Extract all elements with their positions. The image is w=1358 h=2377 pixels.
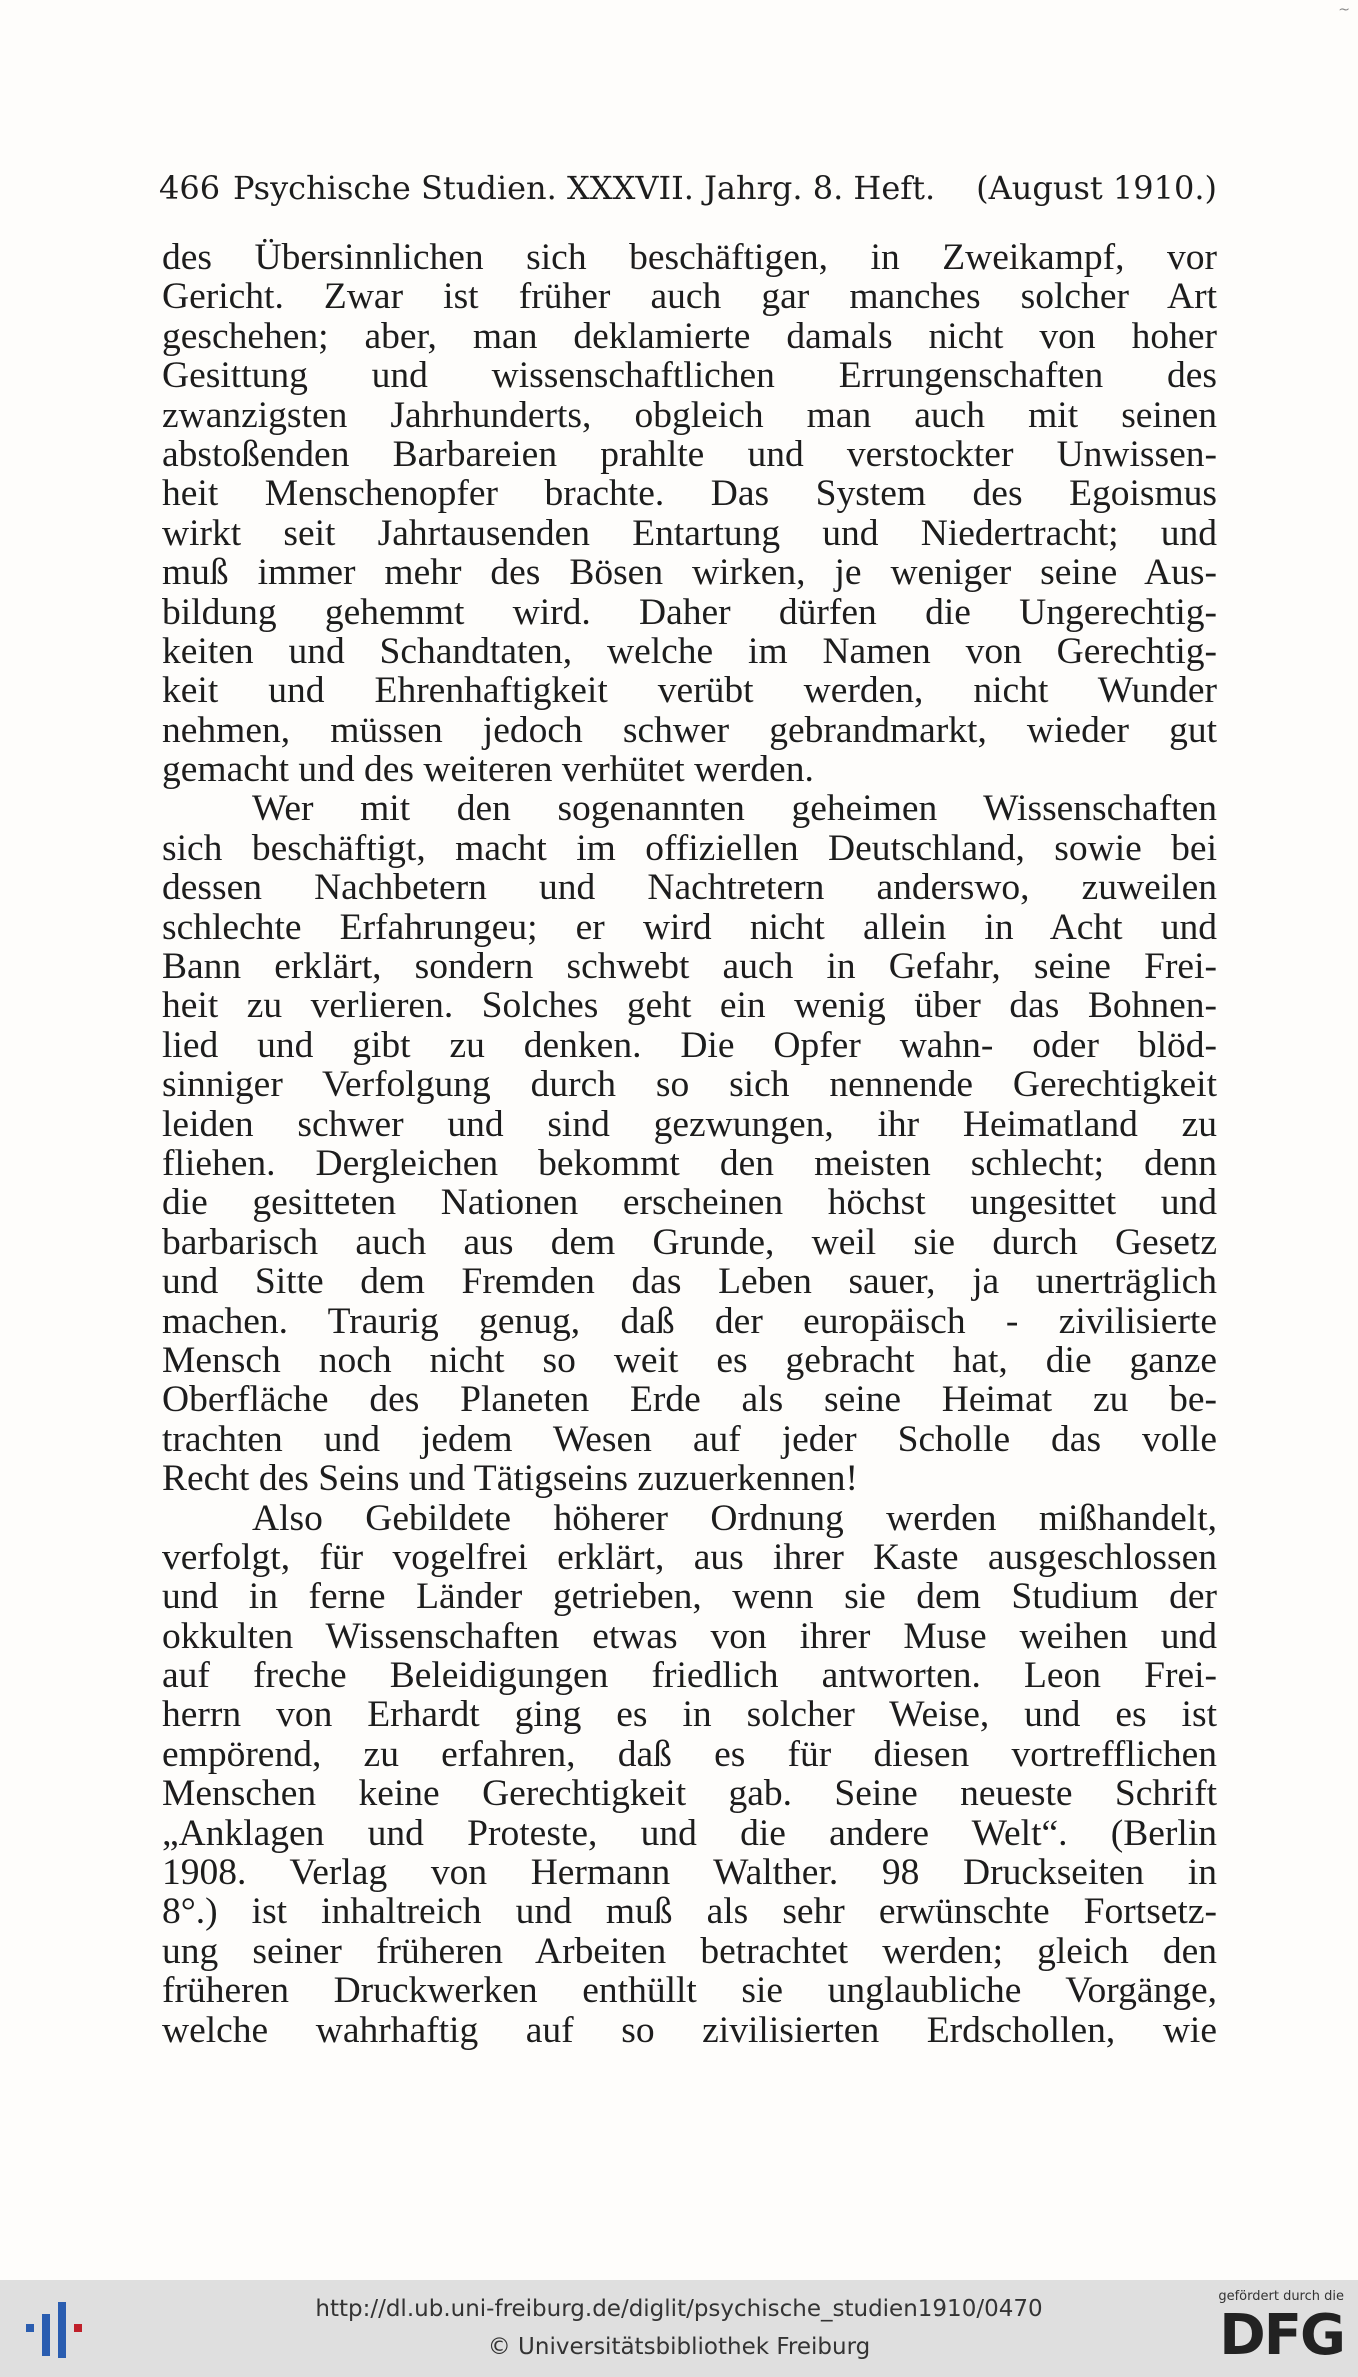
text-line: die gesitteten Nationen erscheinen höchst ungesittet und [162, 1183, 1217, 1223]
text-line: Also Gebildete höherer Ordnung werden mißhandelt, [252, 1498, 1217, 1538]
page-number: 466 [159, 169, 221, 207]
text-line: wirkt seit Jahrtausenden Entartung und Niedertracht; und [162, 513, 1217, 554]
document-url[interactable]: http://dl.ub.uni-freiburg.de/diglit/psychische_studien1910/0470 [315, 2296, 1043, 2322]
text-line: muß immer mehr des Bösen wirken, je weniger seine Aus- [162, 553, 1217, 593]
text-line: fliehen. Dergleichen bekommt den meisten schlecht; denn [162, 1143, 1217, 1184]
text-line: leiden schwer und sind gezwungen, ihr Heimatland zu [162, 1104, 1217, 1144]
text-line: schlechte Erfahrungeu; er wird nicht allein in Acht und [162, 907, 1217, 948]
text-line: barbarisch auch aus dem Grunde, weil sie durch Gesetz [162, 1222, 1217, 1263]
text-line: okkulten Wissenschaften etwas von ihrer Muse weihen und [162, 1616, 1217, 1657]
text-line: nehmen, müssen jedoch schwer gebrandmarkt, wieder gut [162, 710, 1217, 751]
text-line: empörend, zu erfahren, daß es für diesen vortrefflichen [162, 1734, 1217, 1775]
text-line: gemacht und des weiteren verhütet werden. [162, 750, 814, 790]
text-line: und in ferne Länder getrieben, wenn sie dem Studium der [162, 1577, 1217, 1617]
text-line: verfolgt, für vogelfrei erklärt, aus ihrer Kaste ausgeschlossen [162, 1537, 1217, 1578]
text-line: Wer mit den sogenannten geheimen Wissenschaften [252, 789, 1217, 829]
text-line: Bann erklärt, sondern schwebt auch in Gefahr, seine Frei- [162, 947, 1217, 987]
viewer-footer [0, 2280, 1358, 2377]
text-line: Gericht. Zwar ist früher auch gar manches solcher Art [162, 277, 1217, 317]
text-line: auf freche Beleidigungen friedlich antworten. Leon Frei- [162, 1656, 1217, 1696]
text-line: Menschen keine Gerechtigkeit gab. Seine neueste Schrift [162, 1774, 1217, 1814]
running-header [159, 164, 1217, 212]
text-line: ung seiner früheren Arbeiten betrachtet werden; gleich den [162, 1931, 1217, 1972]
text-line: keit und Ehrenhaftigkeit verübt werden, nicht Wunder [162, 671, 1217, 711]
text-line: heit Menschenopfer brachte. Das System des Egoismus [162, 474, 1217, 514]
running-title: Psychische Studien. XXXVII. Jahrg. 8. Heft. [233, 169, 936, 207]
body-text [162, 238, 1217, 2050]
text-line: „Anklagen und Proteste, und die andere Welt“. (Berlin [162, 1813, 1217, 1854]
text-line: lied und gibt zu denken. Die Opfer wahn- oder blöd- [162, 1025, 1217, 1066]
text-line: keiten und Schandtaten, welche im Namen von Gerechtig- [162, 631, 1217, 672]
text-line: des Übersinnlichen sich beschäftigen, in Zweikampf, vor [162, 238, 1217, 278]
text-line: Gesittung und wissenschaftlichen Errungenschaften des [162, 356, 1217, 396]
text-line: zwanzigsten Jahrhunderts, obgleich man auch mit seinen [162, 395, 1217, 435]
text-line: sinniger Verfolgung durch so sich nennende Gerechtigkeit [162, 1065, 1217, 1105]
dfg-funding-badge [1194, 2288, 1344, 2372]
text-line: bildung gehemmt wird. Daher dürfen die Ungerechtig- [162, 592, 1217, 632]
funder-note: gefördert durch die [1218, 2289, 1344, 2304]
text-line: heit zu verlieren. Solches geht ein wenig über das Bohnen- [162, 986, 1217, 1026]
dfg-logo-icon: DFG [1219, 2303, 1344, 2368]
text-line: 8°.) ist inhaltreich und muß als sehr erwünschte Fortsetz- [162, 1892, 1217, 1932]
text-line: Recht des Seins und Tätigseins zuzuerkennen! [162, 1459, 859, 1499]
text-line: Oberfläche des Planeten Erde als seine Heimat zu be- [162, 1380, 1217, 1420]
text-line: abstoßenden Barbareien prahlte und verstockter Unwissen- [162, 434, 1217, 475]
copyright-notice: © Universitätsbibliothek Freiburg [487, 2334, 871, 2360]
text-line: machen. Traurig genug, daß der europäisch - zivilisierte [162, 1301, 1217, 1341]
text-line: geschehen; aber, man deklamierte damals nicht von hoher [162, 316, 1217, 357]
text-line: Mensch noch nicht so weit es gebracht hat, die ganze [162, 1340, 1217, 1381]
text-line: sich beschäftigt, macht im offiziellen Deutschland, sowie bei [162, 828, 1217, 869]
text-line: früheren Druckwerken enthüllt sie unglaubliche Vorgänge, [162, 1971, 1217, 2011]
text-line: 1908. Verlag von Hermann Walther. 98 Druckseiten in [162, 1853, 1217, 1893]
text-line: dessen Nachbetern und Nachtretern anderswo, zuweilen [162, 868, 1217, 908]
text-line: welche wahrhaftig auf so zivilisierten Erdschollen, wie [162, 2010, 1217, 2050]
scan-corner-mark: ~ [1338, 2, 1350, 18]
text-line: herrn von Erhardt ging es in solcher Weise, und es ist [162, 1695, 1217, 1735]
text-line: trachten und jedem Wesen auf jeder Scholle das volle [162, 1419, 1217, 1460]
text-line: und Sitte dem Fremden das Leben sauer, ja unerträglich [162, 1262, 1217, 1302]
issue-date: (August 1910.) [976, 169, 1217, 207]
